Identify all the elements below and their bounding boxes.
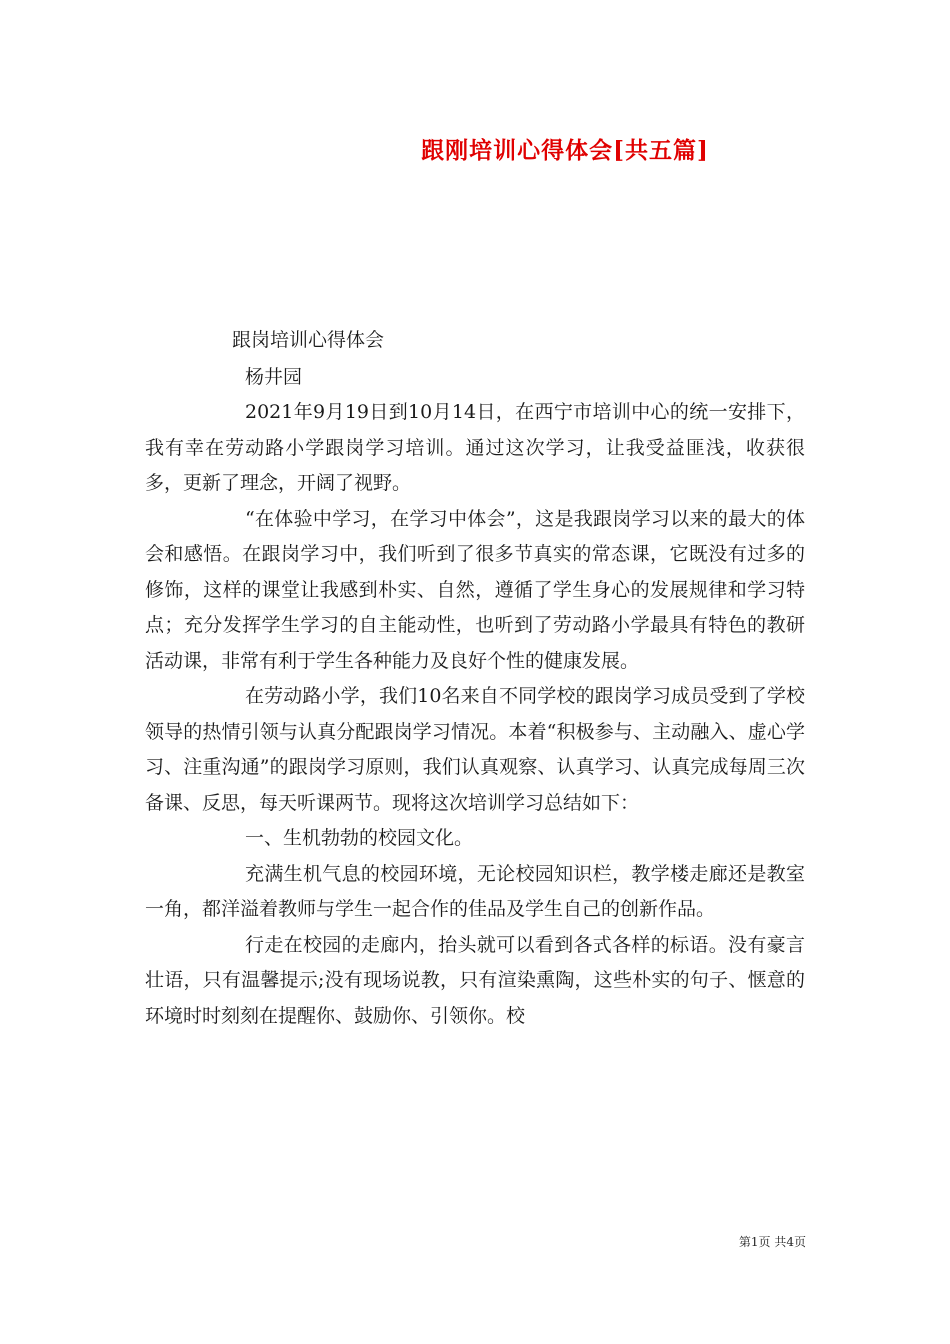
section-heading: 跟岗培训心得体会 xyxy=(232,329,385,351)
body-text xyxy=(145,395,805,1034)
paragraph: 在劳动路小学，我们10名来自不同学校的跟岗学习成员受到了学校领导的热情引领与认真分配跟岗学习情况。本着“积极参与、主动融入、虚心学习、注重沟通”的跟岗学习原则，我们认真观察、认真学习、认真完成每周三次备课、反思，每天听课两节。现将这次培训学习总结如下： xyxy=(145,685,805,814)
paragraph: 充满生机气息的校园环境，无论校园知识栏，教学楼走廊还是教室一角，都洋溢着教师与学生一起合作的佳品及学生自己的创新作品。 xyxy=(145,862,805,920)
paragraph: 2021年9月19日到10月14日，在西宁市培训中心的统一安排下，我有幸在劳动路小学跟岗学习培训。通过这次学习，让我受益匪浅，收获很多，更新了理念，开阔了视野。 xyxy=(145,401,805,494)
page-footer: 第1页 共4页 xyxy=(738,1235,806,1249)
paragraph: 一、生机勃勃的校园文化。 xyxy=(245,827,474,849)
paragraph: 行走在校园的走廊内，抬头就可以看到各式各样的标语。没有豪言壮语，只有温馨提示;没有现场说教，只有渲染熏陶，这些朴实的句子、惬意的环境时时刻刻在提醒你、鼓励你、引领你。校 xyxy=(145,933,805,1027)
author-name: 杨井园 xyxy=(245,366,303,388)
paragraph: “在体验中学习，在学习中体会”，这是我跟岗学习以来的最大的体会和感悟。在跟岗学习中，我们听到了很多节真实的常态课，它既没有过多的修饰，这样的课堂让我感到朴实、自然，遵循了学生身心的发展规律和学习特点；充分发挥学生学习的自主能动性，也听到了劳动路小学最具有特色的教研活动课，非常有利于学生各种能力及良好个性的健康发展。 xyxy=(145,507,805,672)
document-title: 跟刚培训心得体会[共五篇] xyxy=(421,137,709,164)
